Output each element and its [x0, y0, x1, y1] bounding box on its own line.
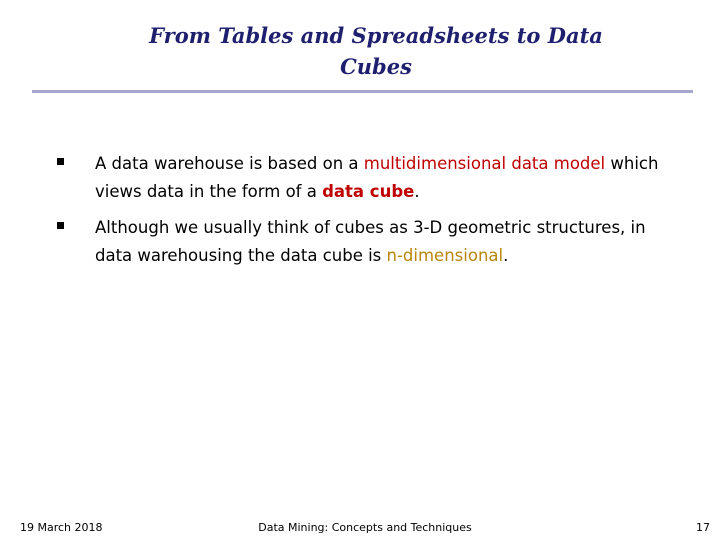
text-run: A data warehouse is based on a — [95, 154, 364, 173]
text-run: Although we usually think of cubes as 3-D geometric structures, in — [95, 218, 646, 237]
text-run: . — [503, 246, 509, 265]
bullet-line — [95, 242, 697, 270]
footer-page-number: 17 — [696, 521, 710, 534]
bullet-text — [95, 214, 697, 270]
bullet-text — [95, 150, 697, 206]
slide-title — [0, 20, 720, 82]
bullet-square-icon — [57, 158, 64, 165]
highlight-n-dimensional: n-dimensional — [386, 246, 504, 265]
bullet-line — [95, 178, 697, 206]
highlight-multidimensional-data-model: multidimensional data model — [363, 154, 606, 173]
slide-title-line-2: Cubes — [340, 54, 412, 79]
bullet-line — [95, 214, 697, 242]
footer-date: 19 March 2018 — [20, 521, 103, 534]
highlight-data-cube: data cube — [322, 182, 415, 201]
text-run: . — [414, 182, 420, 201]
bullet-line — [95, 150, 697, 178]
footer-course-title: Data Mining: Concepts and Techniques — [258, 521, 472, 534]
slide-title-line-1: From Tables and Spreadsheets to Data — [149, 23, 603, 48]
title-underline — [32, 90, 693, 93]
bullet-square-icon — [57, 222, 64, 229]
text-run: data warehousing the data cube is — [95, 246, 387, 265]
text-run: which — [605, 154, 659, 173]
text-run: views data in the form of a — [95, 182, 323, 201]
